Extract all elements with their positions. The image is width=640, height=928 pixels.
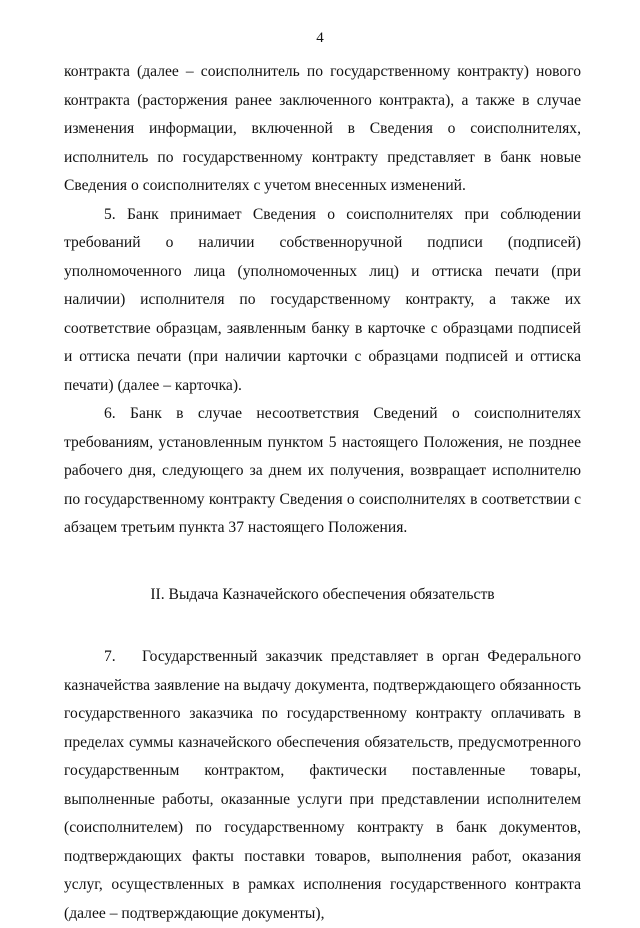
paragraph-5: 5. Банк принимает Сведения о соисполнителях при соблюдении требований о наличии собственноручной подписи (подписей) уполномоченного лица (уполномоченных лиц) и оттиска печати (при наличии) исполнителя по государственному контракту, а также их соответствие образцам, заявленным банку в карточке с образцами подписей и оттиска печати (при наличии карточки с образцами подписей и оттиска печати) (далее – карточка). (64, 205, 581, 394)
paragraph-7-text: Государственный заказчик представляет в орган Федерального казначейства заявление на выдачу документа, подтверждающего обязанность государственного заказчика по государственному контракту оплачивать в пределах суммы казначейского обеспечения обязательств, предусмотренного государственным контрактом, фактически поставленные товары, выполненные работы, оказанные услуги при представлении исполнителем (соисполнителем) по государственному контракту в банк документов, подтверждающих факты поставки товаров, выполнения работ, оказания услуг, осуществленных в рамках исполнения государственного контракта (далее – подтверждающие документы), (64, 648, 581, 922)
paragraph-continuation: контракта (далее – соисполнитель по государственному контракту) нового контракта (расторжения ранее заключенного контракта), а также в случае изменения информации, включенной в Сведения о соисполнителях, исполнитель по государственному контракту представляет в банк новые Сведения о соисполнителях с учетом внесенных изменений. (64, 63, 581, 194)
paragraph-7 (64, 643, 581, 928)
paragraph-7-number: 7. (104, 648, 116, 665)
section-heading: II. Выдача Казначейского обеспечения обязательств (150, 585, 495, 603)
paragraph-6: 6. Банк в случае несоответствия Сведений о соисполнителях требованиям, установленным пунктом 5 настоящего Положения, не позднее рабочего дня, следующего за днем их получения, возвращает исполнителю по государственному контракту Сведения о соисполнителях в соответствии с абзацем третьим пункта 37 настоящего Положения. (64, 405, 581, 536)
page-number: 4 (316, 30, 324, 46)
document-body (64, 58, 581, 928)
